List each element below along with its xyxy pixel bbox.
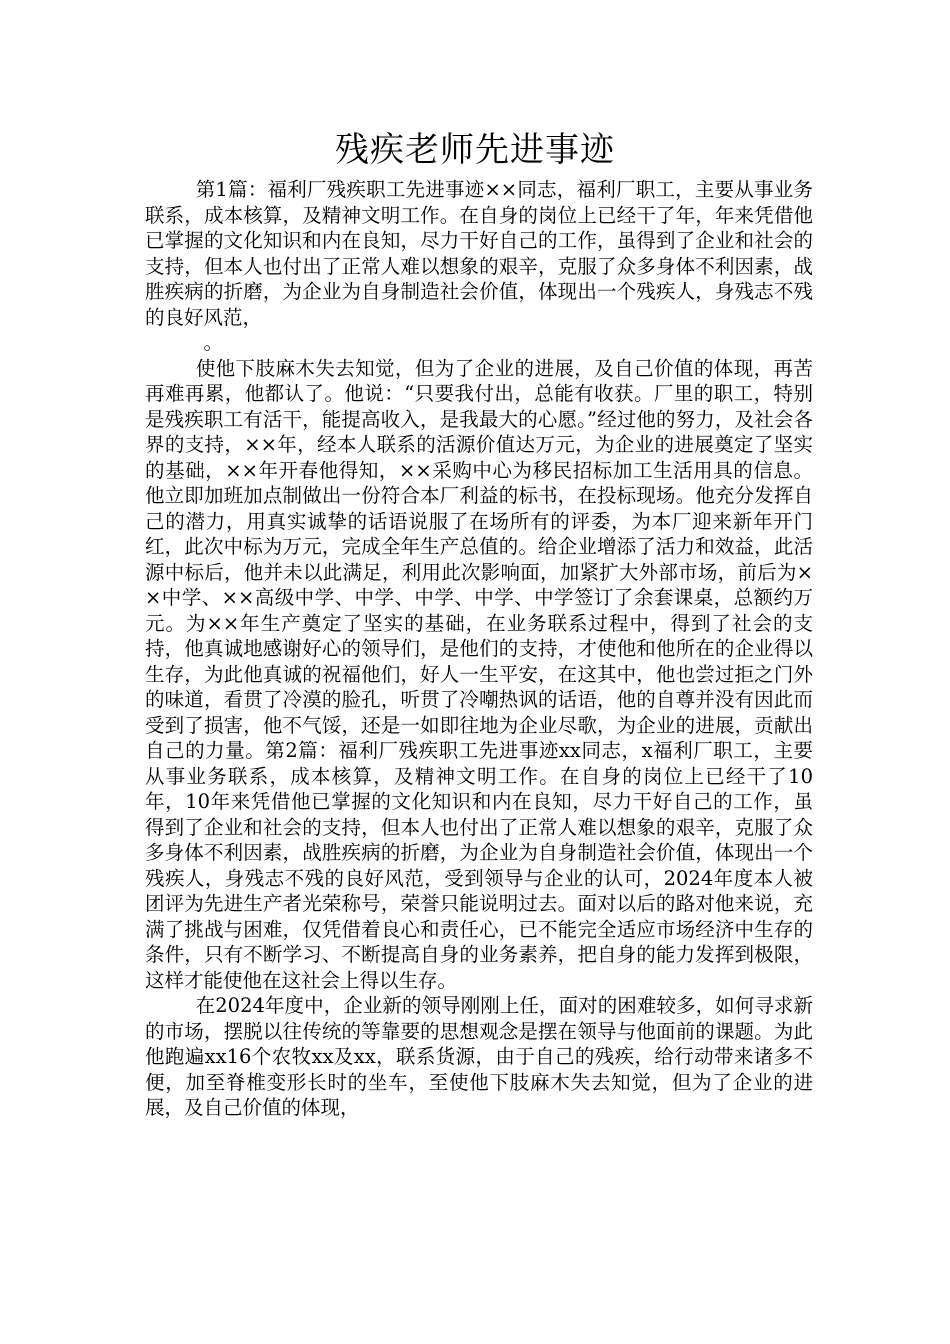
- paragraph-1: 第1篇：福利厂残疾职工先进事迹××同志，福利厂职工，主要从事业务联系，成本核算，及精神文明工作。在自身的岗位上已经干了年，年来凭借他已掌握的文化知识和内在良知，尽力干好自己的工作，虽得到了企业和社会的支持，但本人也付出了正常人难以想象的艰辛，克服了众多身体不利因素，战胜疾病的折磨，为企业为自身制造社会价值，体现出一个残疾人，身残志不残的良好风范，: [145, 178, 813, 329]
- paragraph-4: 在2024年度中，企业新的领导刚刚上任，面对的困难较多，如何寻求新的市场，摆脱以往传统的等靠要的思想观念是摆在领导与他面前的课题。为此他跑遍xx16个农牧xx及xx，联系货源，由于自己的残疾，给行动带来诸多不便，加至脊椎变形长时的坐车，至使他下肢麻木失去知觉，但为了企业的进展，及自己价值的体现，: [145, 994, 813, 1119]
- paragraph-3: 使他下肢麻木失去知觉，但为了企业的进展，及自己价值的体现，再苦再难再累，他都认了。他说：“只要我付出，总能有收获。厂里的职工，特别是残疾职工有活干，能提高收入，是我最大的心愿。”经过他的努力，及社会各界的支持，××年，经本人联系的活源价值达万元，为企业的进展奠定了坚实的基础，××年开春他得知，××采购中心为移民招标加工生活用具的信息。他立即加班加点制做出一份符合本厂利益的标书，在投标现场。他充分发挥自己的潜力，用真实诚挚的话语说服了在场所有的评委，为本厂迎来新年开门红，此次中标为万元，完成全年生产总值的。给企业增添了活力和效益，此活源中标后，他并未以此满足，利用此次影响面，加紧扩大外部市场，前后为××中学、××高级中学、中学、中学、中学、中学签订了余套课桌，总额约万元。为××年生产奠定了坚实的基础，在业务联系过程中，得到了社会的支持，他真诚地感谢好心的领导们，是他们的支持，才使他和他所在的企业得以生存，为此他真诚的祝福他们，好人一生平安，在这其中，他也尝过拒之门外的味道，看贯了冷漠的脸孔，听贯了冷嘲热讽的话语，他的自尊并没有因此而受到了损害，他不气馁，还是一如即往地为企业尽歌，为企业的进展，贡献出自己的力量。第2篇：福利厂残疾职工先进事迹xx同志，x福利厂职工，主要从事业务联系，成本核算，及精神文明工作。在自身的岗位上已经干了10年，10年来凭借他已掌握的文化知识和内在良知，尽力干好自己的工作，虽得到了企业和社会的支持，但本人也付出了正常人难以想象的艰辛，克服了众多身体不利因素，战胜疾病的折磨，为企业为自身制造社会价值，体现出一个残疾人，身残志不残的良好风范，受到领导与企业的认可，2024年度本人被团评为先进生产者光荣称号，荣誉只能说明过去。面对以后的路对他来说，充满了挑战与困难，仅凭借着良心和责任心，已不能完全适应市场经济中生存的条件，只有不断学习、不断提高自身的业务素养，把自身的能力发挥到极限，这样才能使他在这社会上得以生存。: [145, 356, 813, 992]
- paragraph-2: 。: [203, 331, 224, 354]
- document-body: [145, 177, 813, 1121]
- document-title: 残疾老师先进事迹: [335, 130, 615, 170]
